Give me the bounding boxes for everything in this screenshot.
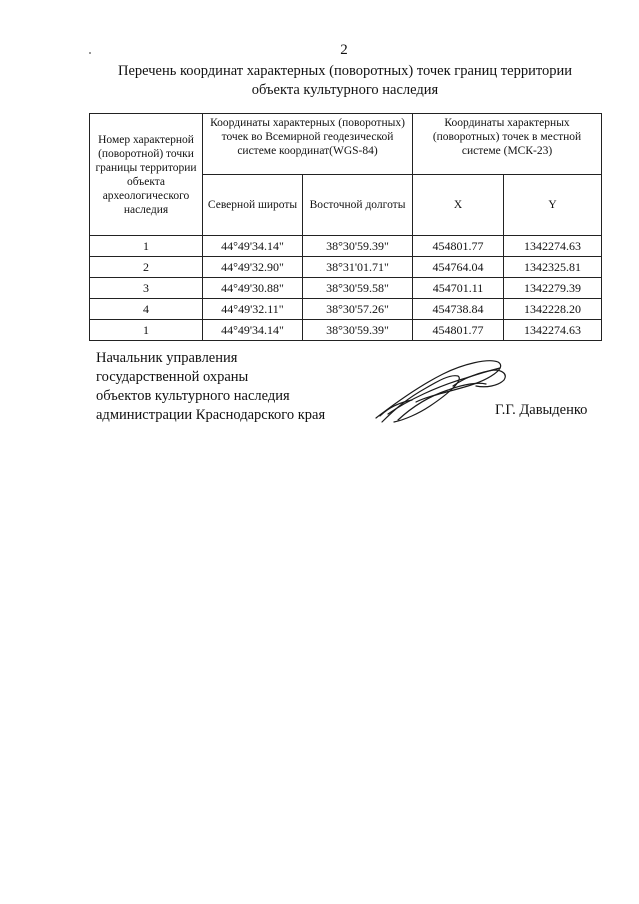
table-row — [90, 299, 602, 320]
cell-point-number: 3 — [90, 278, 203, 299]
cell-y: 1342274.63 — [504, 320, 602, 341]
signer-position-line-2: государственной охраны — [96, 369, 249, 385]
title-line-1: Перечень координат характерных (поворотных) точек границ территории — [117, 63, 573, 79]
header-y: Y — [504, 175, 602, 236]
header-north-latitude: Северной широты — [203, 175, 303, 236]
table-header-row — [90, 114, 602, 175]
header-local-system: Координаты характерных (поворотных) точек в местной системе (МСК-23) — [413, 114, 602, 175]
signer-position — [96, 349, 325, 425]
signer-position-line-1: Начальник управления — [96, 350, 238, 366]
cell-latitude: 44°49'30.88" — [203, 278, 303, 299]
signer-position-line-3: объектов культурного наследия — [96, 388, 290, 404]
cell-y: 1342325.81 — [504, 257, 602, 278]
cell-point-number: 4 — [90, 299, 203, 320]
cell-longitude: 38°30'59.39" — [303, 320, 413, 341]
cell-latitude: 44°49'34.14" — [203, 320, 303, 341]
header-wgs84: Координаты характерных (поворотных) точек во Всемирной геодезической системе координат(WGS-84) — [203, 114, 413, 175]
cell-point-number: 1 — [90, 320, 203, 341]
cell-point-number: 2 — [90, 257, 203, 278]
cell-latitude: 44°49'34.14" — [203, 236, 303, 257]
header-x: X — [413, 175, 504, 236]
cell-x: 454738.84 — [413, 299, 504, 320]
page-number: 2 — [340, 42, 348, 58]
header-point-number: Номер характерной (поворотной) точки границы территории объекта археологического наследия — [90, 114, 203, 236]
table-row — [90, 257, 602, 278]
cell-point-number: 1 — [90, 236, 203, 257]
cell-x: 454801.77 — [413, 236, 504, 257]
cell-longitude: 38°30'59.58" — [303, 278, 413, 299]
table-row — [90, 278, 602, 299]
cell-x: 454764.04 — [413, 257, 504, 278]
header-east-longitude: Восточной долготы — [303, 175, 413, 236]
cell-longitude: 38°31'01.71" — [303, 257, 413, 278]
table-row — [90, 236, 602, 257]
signer-name: Г.Г. Давыденко — [495, 402, 588, 418]
cell-latitude: 44°49'32.90" — [203, 257, 303, 278]
cell-x: 454801.77 — [413, 320, 504, 341]
cell-y: 1342279.39 — [504, 278, 602, 299]
cell-y: 1342228.20 — [504, 299, 602, 320]
title-line-2: объекта культурного наследия — [251, 82, 439, 98]
signer-position-line-4: администрации Краснодарского края — [96, 407, 326, 423]
document-title — [100, 62, 590, 100]
coordinates-table — [89, 113, 602, 341]
cell-longitude: 38°30'57.26" — [303, 299, 413, 320]
cell-longitude: 38°30'59.39" — [303, 236, 413, 257]
cell-latitude: 44°49'32.11" — [203, 299, 303, 320]
cell-x: 454701.11 — [413, 278, 504, 299]
table-row — [90, 320, 602, 341]
cell-y: 1342274.63 — [504, 236, 602, 257]
